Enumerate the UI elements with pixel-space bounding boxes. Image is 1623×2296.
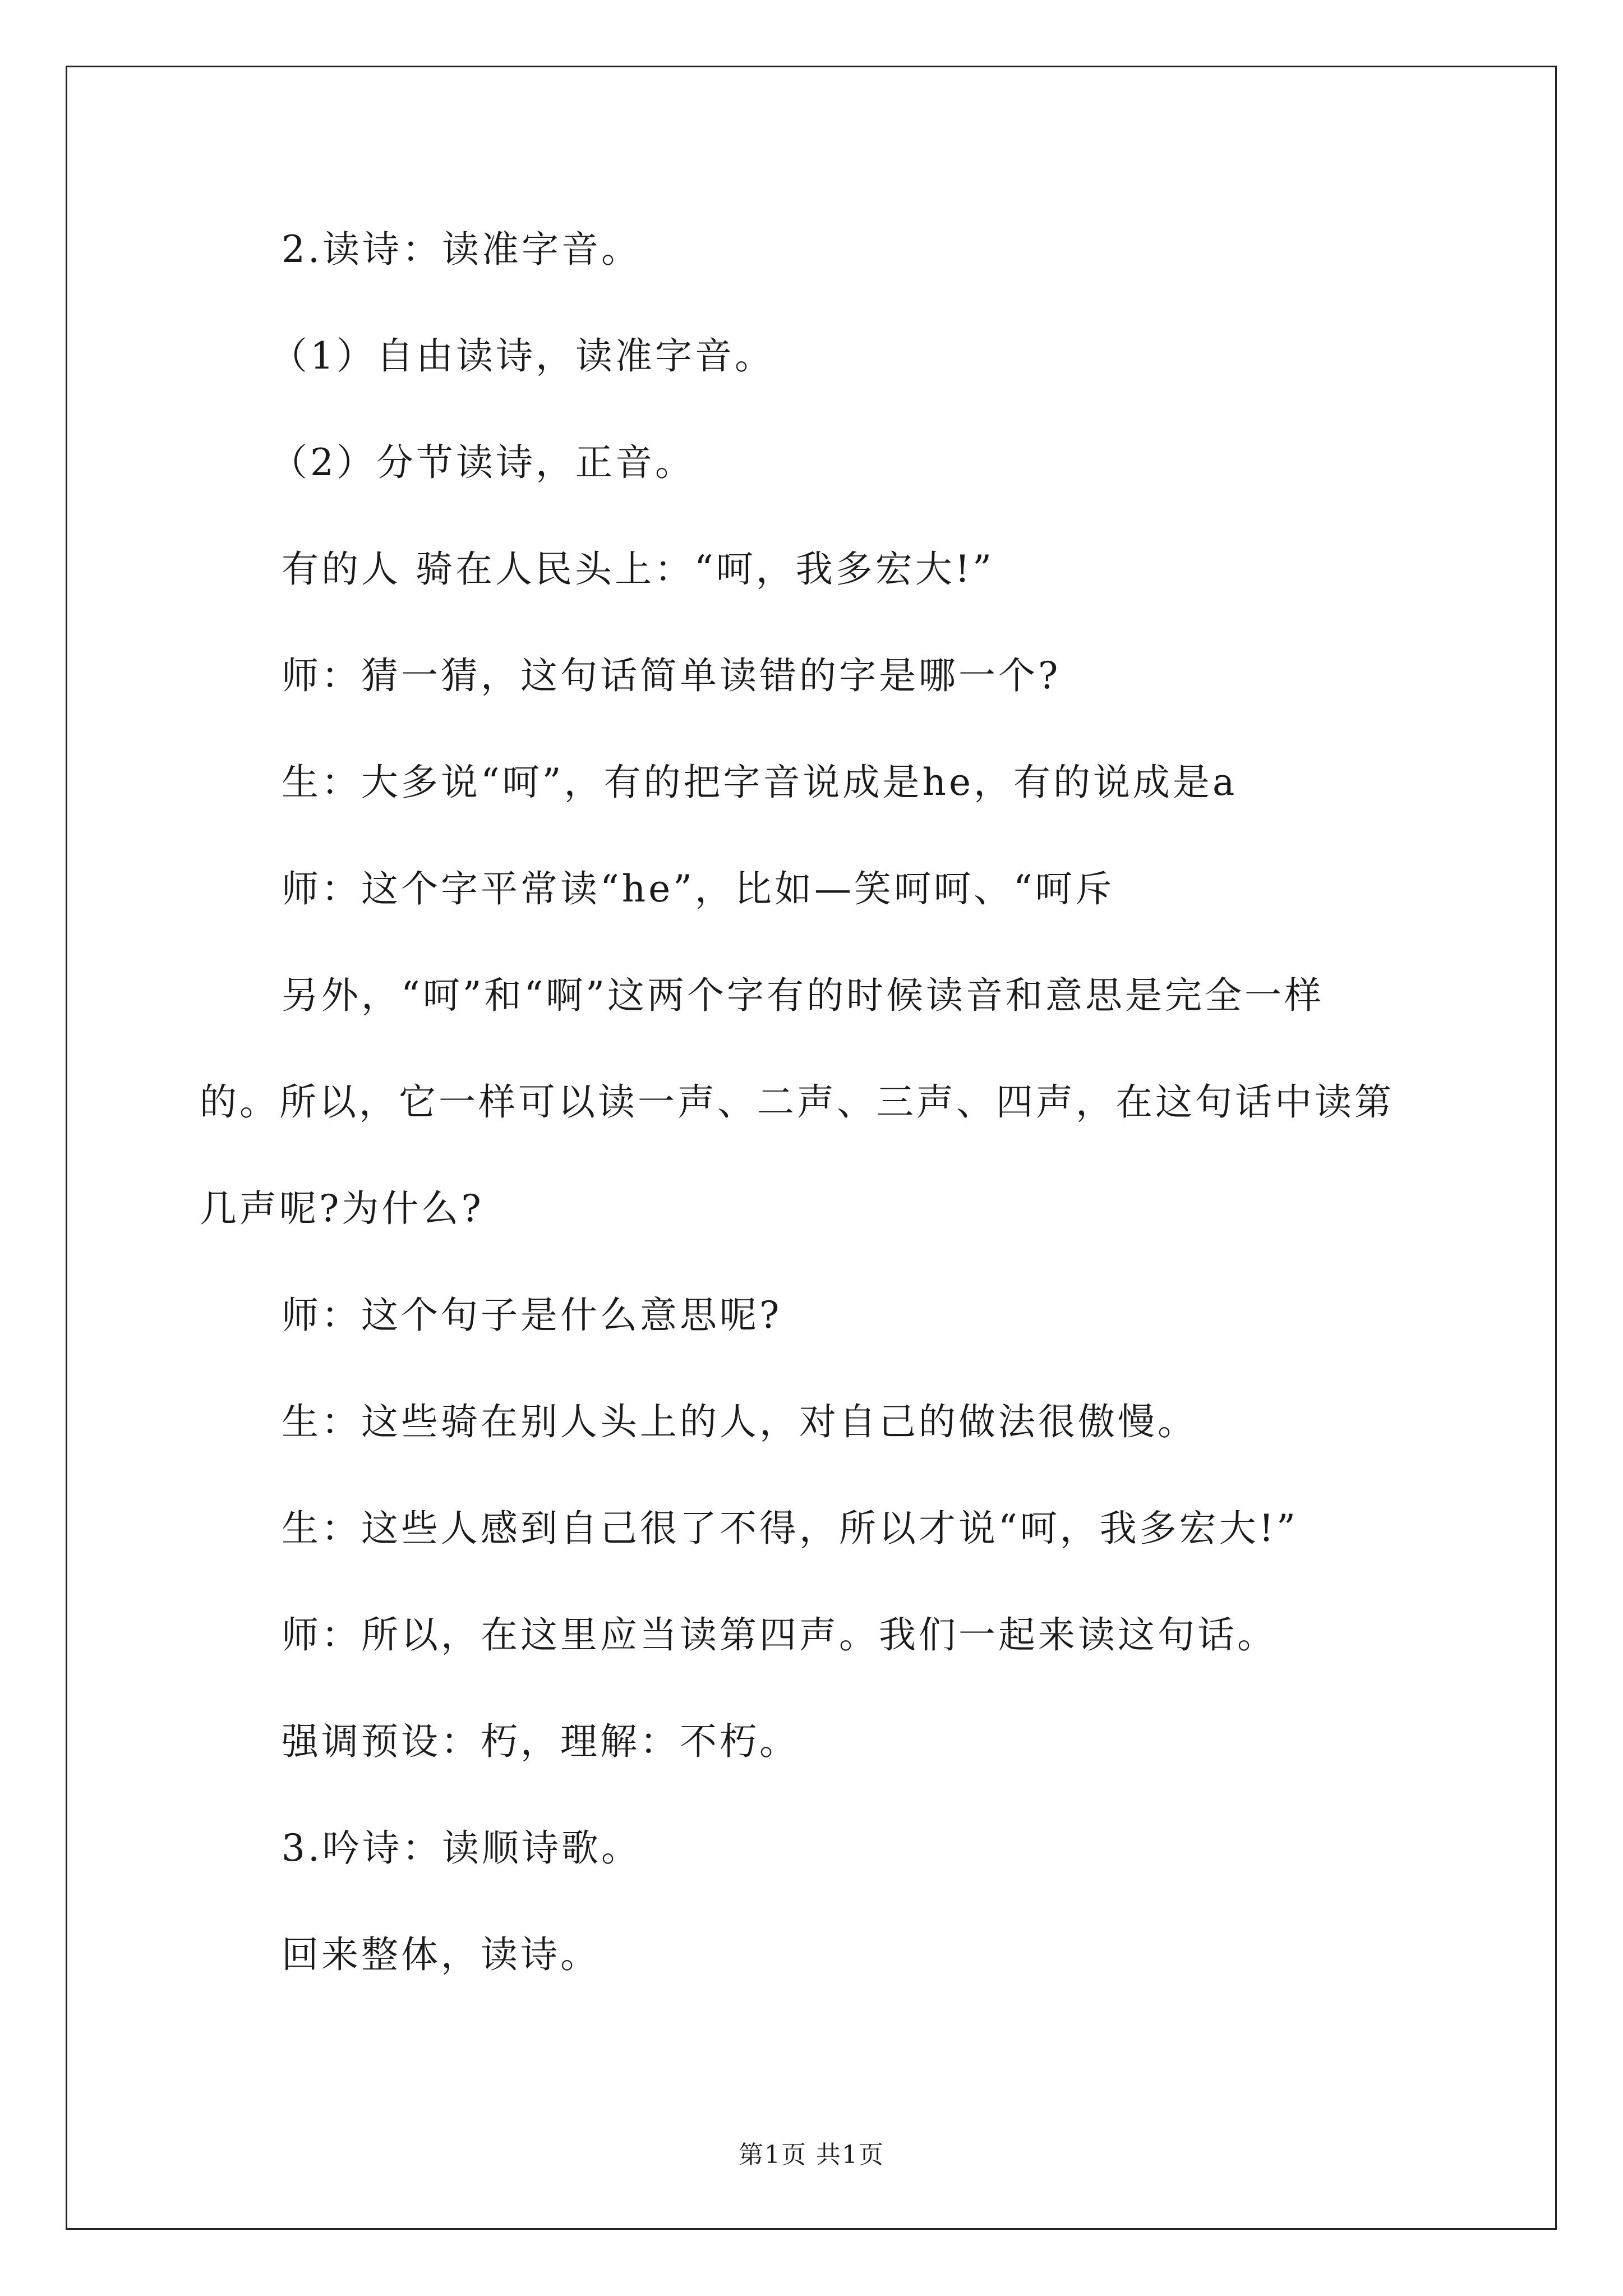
page-border [66, 66, 1557, 2230]
paragraph: 的。所以，它一样可以读一声、二声、三声、四声，在这句话中读第 [200, 1080, 1394, 1124]
paragraph: 生：这些骑在别人头上的人，对自己的做法很傲慢。 [282, 1400, 1197, 1443]
paragraph: （2）分节读诗，正音。 [270, 441, 695, 484]
paragraph: 师：这个字平常读“he”，比如—笑呵呵、“呵斥 [282, 867, 1115, 910]
paragraph: 2.读诗：读准字音。 [282, 228, 641, 271]
paragraph: （1）自由读诗，读准字音。 [270, 334, 774, 378]
paragraph: 3.吟诗：读顺诗歌。 [282, 1826, 641, 1870]
paragraph: 回来整体，读诗。 [282, 1933, 600, 1976]
paragraph: 几声呢?为什么? [200, 1187, 484, 1230]
paragraph: 另外，“呵”和“啊”这两个字有的时候读音和意思是完全一样 [282, 974, 1324, 1017]
paragraph: 师：猜一猜，这句话简单读错的字是哪一个? [282, 654, 1061, 697]
page-footer: 第1页 共1页 [739, 2141, 884, 2169]
paragraph: 有的人 骑在人民头上：“呵，我多宏大!” [282, 547, 994, 591]
paragraph: 师：所以，在这里应当读第四声。我们一起来读这句话。 [282, 1613, 1277, 1657]
paragraph: 生：大多说“呵”，有的把字音说成是he，有的说成是a [282, 761, 1238, 804]
paragraph: 强调预设：朽，理解：不朽。 [282, 1720, 799, 1763]
paragraph: 生：这些人感到自己很了不得，所以才说“呵，我多宏大!” [282, 1507, 1299, 1550]
paragraph: 师：这个句子是什么意思呢? [282, 1294, 782, 1337]
